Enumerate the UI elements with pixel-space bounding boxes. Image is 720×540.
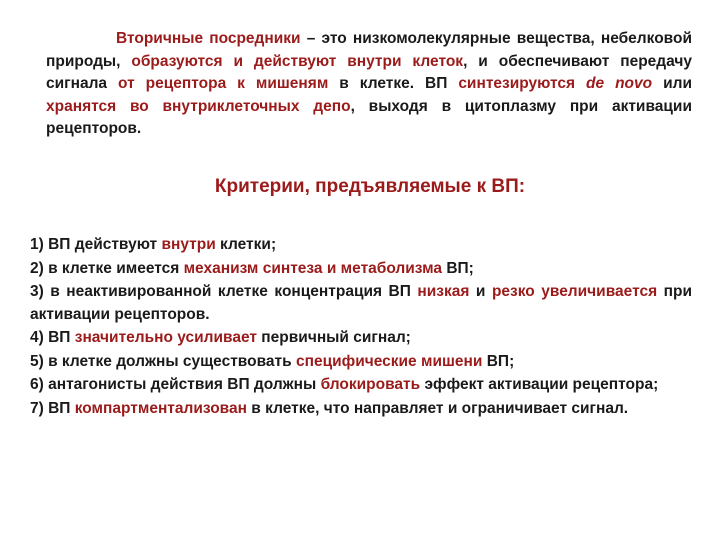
criterion-text: в клетке, что направляет и ограничивает сигнал. (246, 399, 629, 417)
intro-paragraph (46, 28, 692, 141)
intro-text: в клетке. ВП (328, 75, 459, 92)
criterion-item (30, 327, 692, 350)
intro-text: , и обеспечивают передачу сигнала (46, 52, 692, 92)
criterion-text: 3) в неактивированной клетке концентрация ВП (30, 283, 418, 300)
intro-highlight: образуются и действуют внутри клеток (131, 52, 464, 70)
intro-highlight: синтезируются (458, 75, 576, 92)
criterion-text: первичный сигнал; (257, 329, 411, 346)
criterion-text: 4) ВП (30, 329, 75, 346)
criterion-highlight: специфические мишени (295, 352, 483, 370)
criterion-text: и (469, 283, 492, 300)
criterion-text: 5) в клетке должны существовать (30, 352, 296, 370)
criterion-highlight: механизм синтеза и метаболизма (183, 259, 443, 277)
intro-text: или (652, 75, 692, 92)
intro-highlight-italic: de novo (586, 75, 653, 92)
criteria-list (30, 234, 692, 420)
criterion-text: 6) антагонисты действия ВП должны (30, 376, 321, 393)
criterion-text: при активации рецепторов. (30, 283, 692, 323)
criterion-text: ВП; (482, 352, 515, 370)
criterion-text: эффект активации рецептора; (420, 376, 659, 393)
intro-highlight: хранятся во внутриклеточных депо (46, 97, 351, 115)
criterion-item (30, 258, 692, 281)
criterion-highlight: значительно усиливает (74, 329, 257, 346)
intro-text: – это низкомолекулярные вещества, небелковой природы, (46, 30, 692, 70)
criterion-text: ВП; (442, 259, 474, 277)
intro-text: , выходя в цитоплазму при активации рецепторов. (46, 97, 692, 137)
criterion-highlight: внутри (161, 236, 216, 253)
criterion-text: 1) ВП действуют (30, 236, 162, 253)
intro-highlight: от рецептора к мишеням (118, 75, 329, 92)
criterion-highlight: блокировать (320, 376, 421, 393)
criterion-text: 2) в клетке имеется (30, 259, 184, 277)
criterion-text: клетки; (215, 236, 277, 253)
criterion-item (30, 234, 692, 257)
criterion-item (30, 351, 692, 374)
criterion-highlight: низкая (417, 283, 470, 300)
term-second-messengers: Вторичные посредники (116, 30, 301, 47)
criterion-text: 7) ВП (30, 399, 75, 417)
criterion-item (30, 374, 692, 397)
criterion-item (30, 398, 692, 421)
criterion-highlight: компартментализован (74, 399, 247, 417)
criterion-highlight: резко увеличивается (491, 283, 658, 300)
intro-text (575, 75, 586, 92)
criteria-heading: Критерии, предъявляемые к ВП: (214, 176, 526, 197)
criterion-item (30, 281, 692, 326)
